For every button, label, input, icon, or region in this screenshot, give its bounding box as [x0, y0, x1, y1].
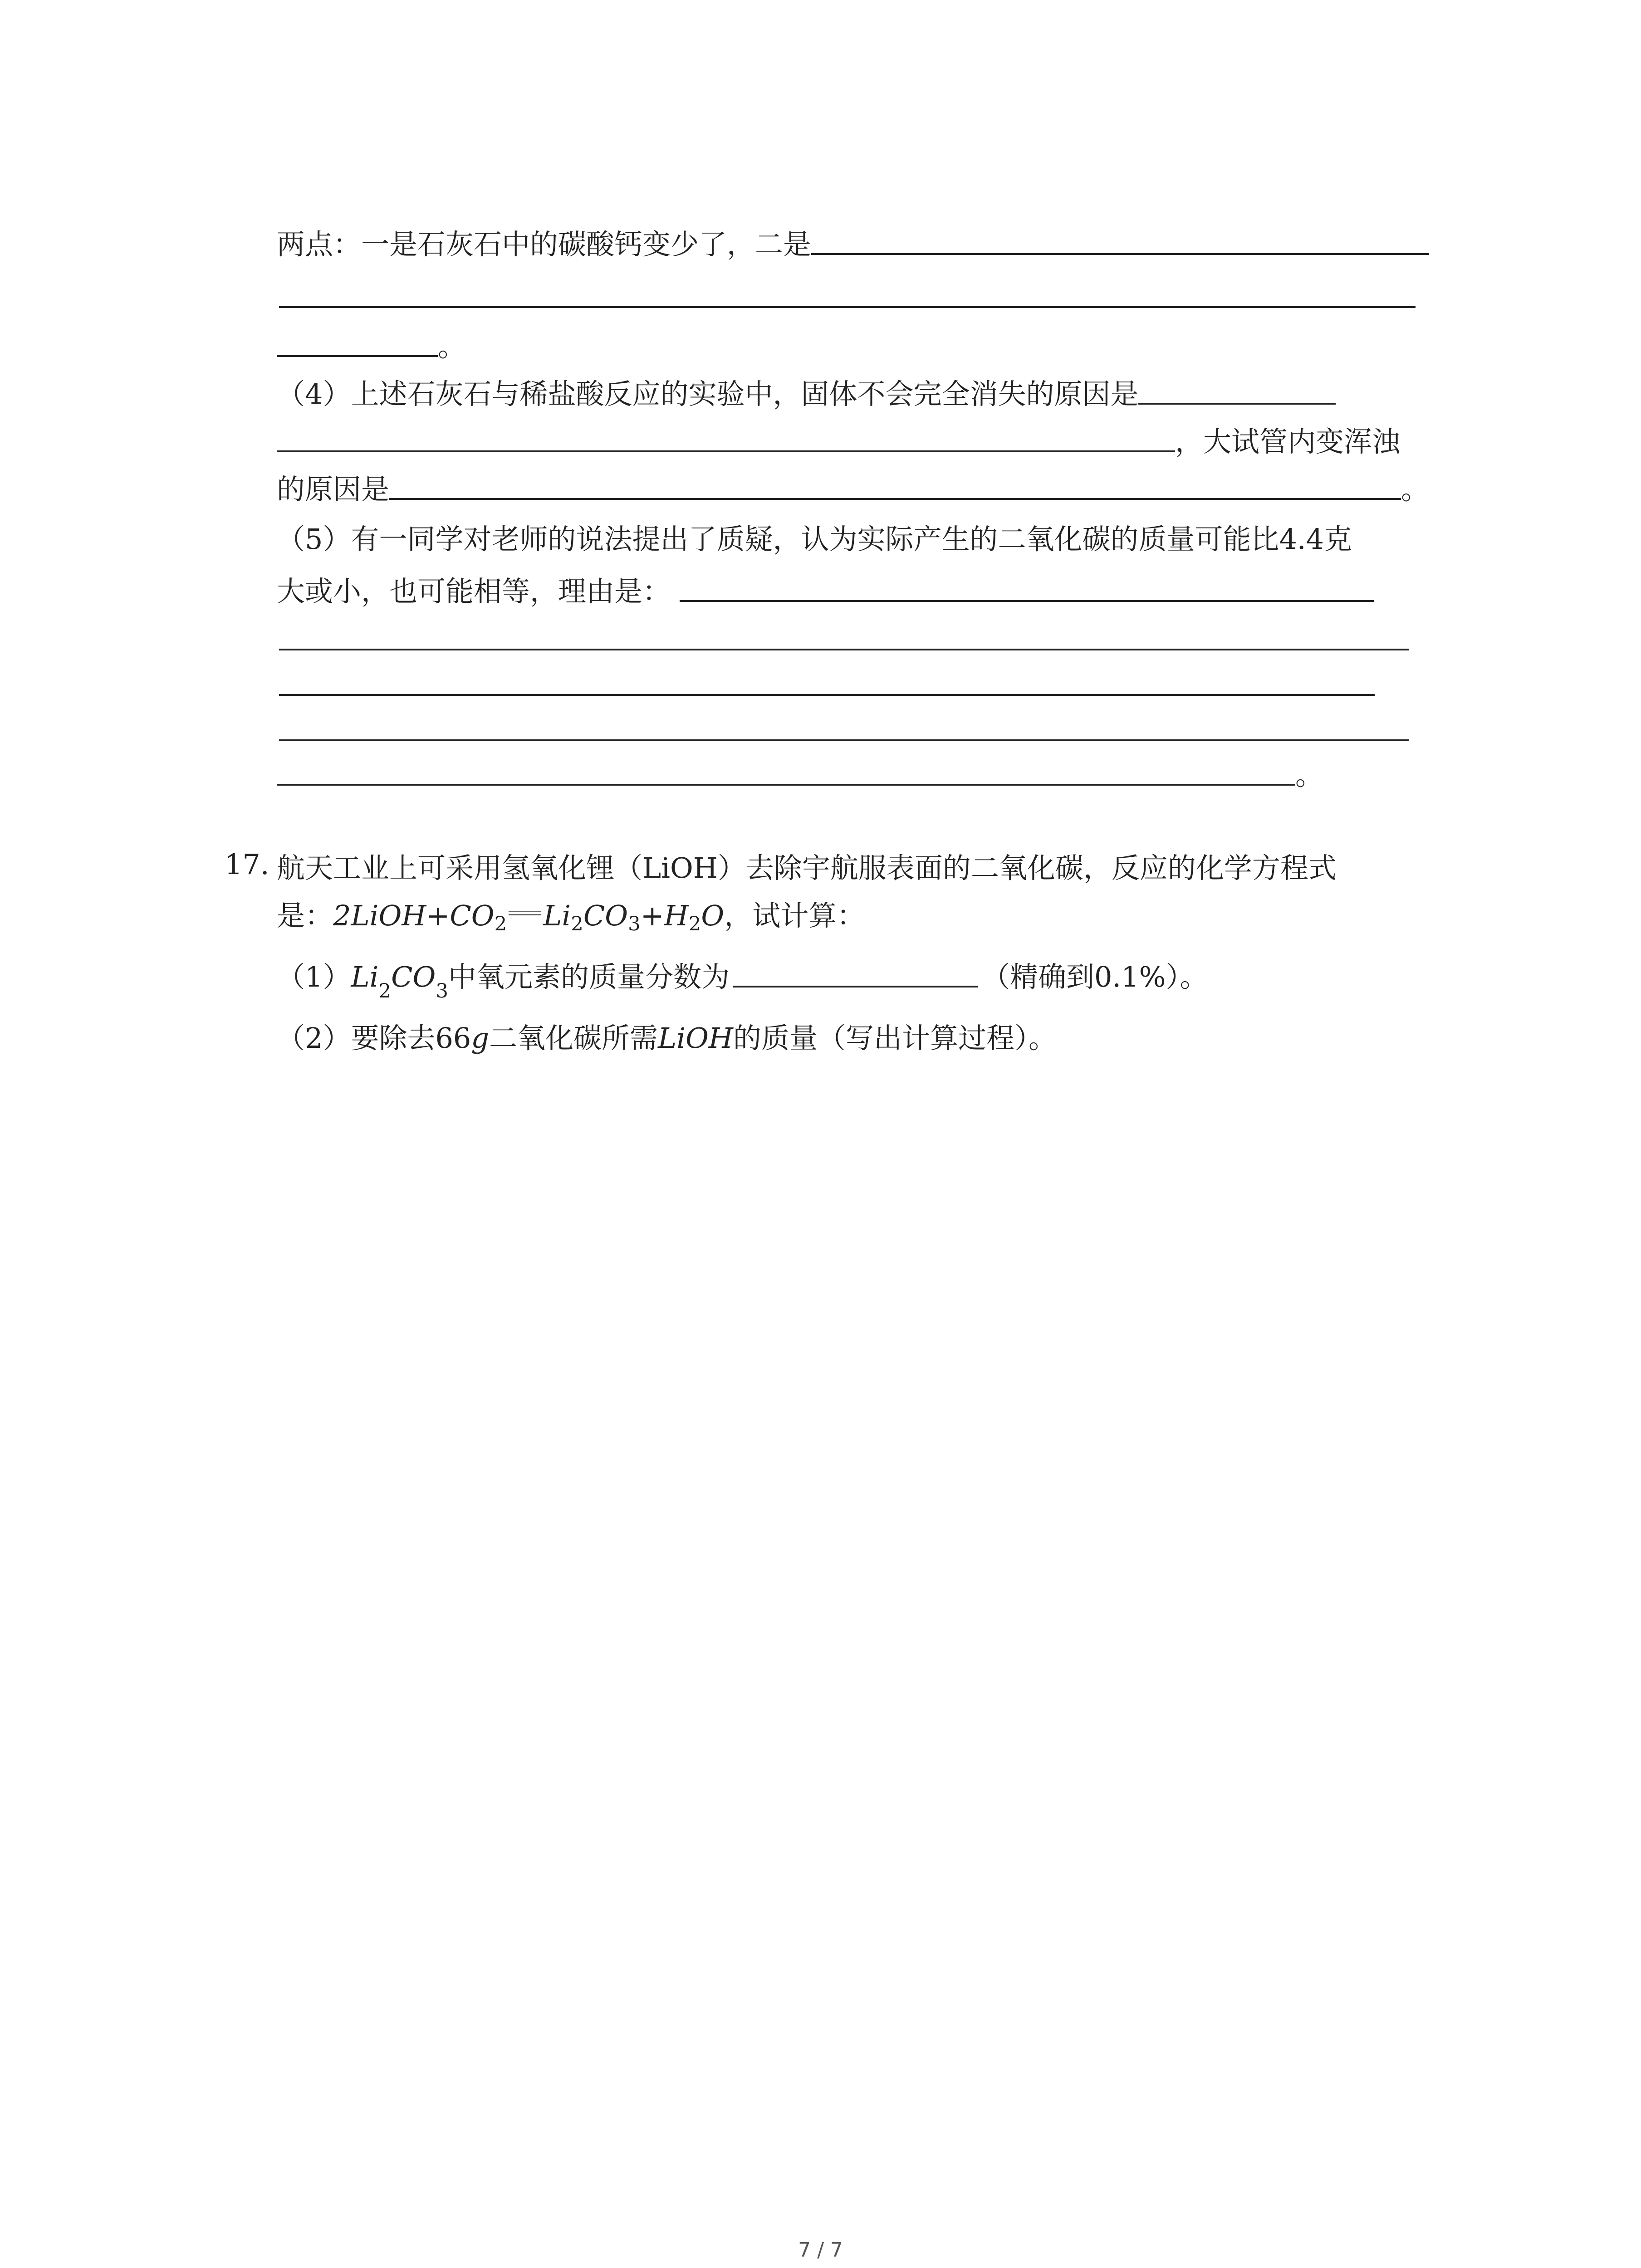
equation-lhs: 2LiOH+CO: [333, 899, 495, 932]
q17-sub2-suffix: 的质量（写出计算过程）。: [733, 1022, 1057, 1055]
q17-sub2-mid: 二氧化碳所需: [489, 1022, 658, 1055]
page-number: 7 / 7: [798, 2239, 843, 2262]
answer-blank[interactable]: [277, 355, 438, 357]
q16-part4-line-2: [277, 406, 1429, 456]
q17-line-1: [277, 832, 1429, 885]
unit-g: g: [471, 1022, 490, 1055]
q16-part4-line: [277, 358, 1429, 411]
formula: LiOH: [658, 1022, 733, 1055]
equation-sub: 2: [571, 912, 583, 935]
q16-part4-mid: ，大试管内变浑浊: [1175, 425, 1401, 458]
q16-part5-text: （5）有一同学对老师的说法提出了质疑，认为实际产生的二氧化碳的质量可能比4.4克: [277, 523, 1352, 556]
q16-part4-line-3: [277, 454, 1429, 506]
equation-rhs: CO: [583, 899, 628, 932]
q17-line-2: [277, 880, 1429, 935]
q17-sub2: [277, 1002, 1429, 1055]
equation-sub: 2: [494, 912, 507, 935]
q16-part4-end: 。: [1401, 473, 1429, 506]
q16-part5-line: [277, 503, 1429, 556]
answer-blank[interactable]: [1138, 403, 1336, 405]
q16-line-reasons: [277, 209, 1429, 259]
q17-sub1-suffix: （精确到0.1%）。: [981, 960, 1208, 993]
q17-sub1-text: 中氧元素的质量分数为: [448, 960, 730, 993]
q16-part4-reason-label: 的原因是: [277, 473, 390, 506]
q16-part5-line-2: [277, 556, 1429, 606]
answer-blank[interactable]: [277, 784, 1295, 786]
answer-blank[interactable]: [733, 986, 978, 987]
equals-sign: [509, 911, 541, 915]
answer-blank[interactable]: [279, 649, 1409, 650]
q16-part5-cont: 大或小，也可能相等，理由是：: [277, 575, 671, 608]
q17-intro-text: 航天工业上可采用氢氧化锂（LiOH）去除宇航服表面的二氧化碳，反应的化学方程式: [277, 851, 1337, 885]
answer-blank[interactable]: [279, 694, 1375, 696]
q16-part5-end: 。: [1295, 758, 1324, 792]
q16-reasons-end: 。: [438, 330, 466, 363]
answer-blank[interactable]: [279, 306, 1416, 308]
q16-part5-line-end: [277, 739, 1429, 792]
q17-number: 17.: [225, 848, 269, 881]
q16-reasons-text: 两点：一是石灰石中的碳酸钙变少了，二是: [277, 228, 812, 261]
equation-rhs: O: [701, 899, 725, 932]
chemical-equation: [333, 899, 725, 935]
q16-part4-text: （4）上述石灰石与稀盐酸反应的实验中，固体不会完全消失的原因是: [277, 377, 1139, 411]
answer-blank[interactable]: [277, 450, 1175, 452]
q17-line2-prefix: 是：: [277, 899, 333, 932]
equation-rhs: Li: [543, 899, 571, 932]
equation-sub: 3: [628, 912, 641, 935]
q16-line-reasons-end: [277, 311, 504, 361]
formula: CO: [391, 960, 436, 993]
answer-blank[interactable]: [680, 600, 1374, 602]
answer-blank[interactable]: [389, 498, 1401, 500]
formula: Li: [351, 960, 379, 993]
q17-sub1: （1） Li 2 CO 3 中氧元素的质量分数为 （精确到0.1%）。: [277, 960, 1208, 1002]
equation-rhs: +H: [640, 899, 689, 932]
q17-sub1-prefix: （1）: [277, 960, 351, 993]
equation-sub: 2: [688, 912, 701, 935]
q17-sub2-prefix: （2）要除去66: [277, 1022, 471, 1055]
answer-blank[interactable]: [811, 253, 1429, 255]
q17-line2-suffix: ，试计算：: [724, 899, 865, 932]
